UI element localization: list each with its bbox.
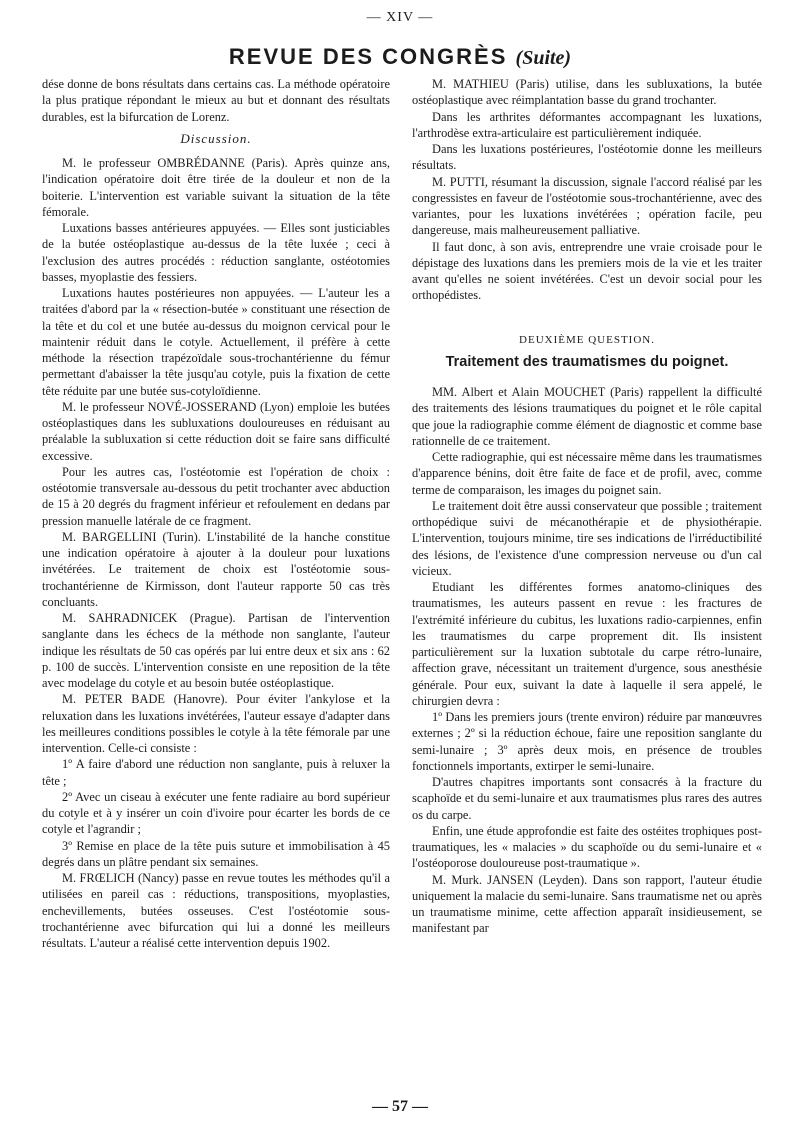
- paragraph: M. PETER BADE (Hanovre). Pour éviter l'ankylose et la reluxation dans les luxations invétérées, l'auteur essaye d'adapter dans les meilleures conditions possibles le cotyle à la tête fémorale par une intervention. Celle-ci consiste :: [42, 692, 390, 755]
- paragraph: Dans les luxations postérieures, l'ostéotomie donne les meilleurs résultats.: [412, 142, 762, 173]
- right-column: [412, 76, 762, 937]
- paragraph: M. SAHRADNICEK (Prague). Partisan de l'intervention sanglante dans les échecs de la méthode non sanglante, l'auteur indique les résultats de 50 cas opérés par lui entre deux et six ans : 62 p. 100 de succès. L'intervention consiste en une reposition de la tête avec modelage du cotyle et au besoin butée ostéoplastique.: [42, 611, 390, 690]
- paragraph: MM. Albert et Alain MOUCHET (Paris) rappellent la difficulté des traitements des lésions traumatiques du poignet et le rôle capital que joue la radiographie comme élément de diagnostic et comme base rationnelle de ce traitement.: [412, 385, 762, 448]
- paragraph: Etudiant les différentes formes anatomo-cliniques des traumatismes, les auteurs passent en revue : les fractures de l'extrémité inférieure du cubitus, les luxations radio-carpiennes, enfin les traumatismes du carpe proprement dit. Ils insistent particulièrement sur la luxation subtotale du carpe rétro-lunaire, affection grave, nécessitant un traitement d'urgence, sous anesthésie générale. Pour eux, suivant la date à laquelle il sera appelé, le chirurgien devra :: [412, 580, 762, 708]
- paragraph: Luxations basses antérieures appuyées. — Elles sont justiciables de la butée ostéoplastique au-dessus de la tête luxée ; ceci à l'exclusion des autres procédés : réduction sanglante, ostéotomies basses, myoplastie des fessiers.: [42, 221, 390, 284]
- page-title-text: REVUE DES CONGRÈS: [228, 44, 508, 69]
- paragraph: 1º A faire d'abord une réduction non sanglante, puis à reluxer la tête ;: [42, 757, 390, 788]
- section-spacer: [412, 304, 762, 318]
- paragraph: M. BARGELLINI (Turin). L'instabilité de la hanche constitue une indication opératoire à ajouter à la douleur pour luxations invétérées. Le traitement de choix est l'ostéotomie sous-trochantérienne de Kirmisson, dont l'auteur rapporte 50 cas très concluants.: [42, 529, 390, 609]
- paragraph: M. Murk. JANSEN (Leyden). Dans son rapport, l'auteur étudie uniquement la malacie du semi-lunaire. Sans traumatisme net ou après un traumatisme minime, cette affection apparaît insidieusement, se manifestant par: [412, 872, 762, 936]
- paragraph: Cette radiographie, qui est nécessaire même dans les traumatismes d'apparence bénins, doit être faite de face et de profil, avec, comme terme de comparaison, les images du poignet sain.: [412, 450, 762, 497]
- discussion-heading: Discussion.: [180, 130, 252, 146]
- page-title: [0, 46, 800, 68]
- paragraph: Pour les autres cas, l'ostéotomie est l'opération de choix : ostéotomie transversale au-dessous du petit trochanter avec abduction de 15 à 20 degrés du fragment inférieur et refoulement en dedans par pression manuelle latérale de ce fragment.: [42, 464, 390, 528]
- paragraph: D'autres chapitres importants sont consacrés à la fracture du scaphoïde et du semi-lunaire et aux traumatismes plus rares des autres os du carpe.: [412, 775, 762, 822]
- paragraph: 2º Avec un ciseau à exécuter une fente radiaire au bord supérieur du cotyle et à y insérer un coin d'ivoire pour écarter les bords de ce cotyle et l'agrandir ;: [42, 789, 390, 837]
- section-title: Traitement des traumatismes du poignet.: [445, 353, 729, 370]
- paragraph: M. PUTTI, résumant la discussion, signale l'accord réalisé par les congressistes en faveur de l'ostéotomie sous-trochantérienne, avec des variantes, pour les luxations invétérées ; opération facile, peu dangereuse, mais malheureusement palliative.: [412, 174, 762, 238]
- paragraph: M. MATHIEU (Paris) utilise, dans les subluxations, la butée ostéoplastique avec réimplantation basse du grand trochanter.: [412, 77, 762, 108]
- paragraph: M. FRŒLICH (Nancy) passe en revue toutes les méthodes qu'il a utilisées en pareil cas : réductions, transpositions, myoplasties, enchevillements, butées osseuses. C'est l'ostéotomie sous-trochantérienne avec bifurcation qui lui a donné les meilleurs résultats. L'auteur a réalisé cette intervention depuis 1902.: [42, 871, 390, 950]
- question-heading: DEUXIÈME QUESTION.: [519, 333, 655, 346]
- paragraph: Luxations hautes postérieures non appuyées. — L'auteur les a traitées d'abord par la « résection-butée » constituant une résection de la tête et du col et une butée au-dessus du moignon cervical pour le maintenir réduit dans le cotyle. Actuellement, il préfère à cette méthode la résection trapézoïdale sous-trochantérienne du fémur permettant d'abaisser la tête jusqu'au cotyle, puis la fixation de cette tête réduite par une butée sus-cotyloïdienne.: [42, 286, 390, 398]
- page-title-suite: (Suite): [515, 47, 572, 69]
- paragraph: dése donne de bons résultats dans certains cas. La méthode opératoire la plus pratique répondant le mieux au but et donnant des résultats durables, est la bifurcation de Lorenz.: [42, 77, 390, 124]
- left-column: [42, 76, 390, 951]
- paragraph: M. le professeur OMBRÉDANNE (Paris). Après quinze ans, l'indication opératoire doit être tirée de la douleur et non de la boiterie. L'intervention est variable suivant la situation de la tête fémorale.: [42, 156, 390, 219]
- paragraph: Le traitement doit être aussi conservateur que possible ; traitement orthopédique suivi de mécanothérapie et de physiothérapie. L'intervention, toujours minime, tire ses indications de l'irréductibilité des lésions, de l'existence d'une compression nerveuse ou d'un cal vicieux.: [412, 498, 762, 578]
- paragraph: Dans les arthrites déformantes accompagnant les luxations, l'arthrodèse extra-articulaire est particulièrement indiquée.: [412, 109, 762, 140]
- page-roman-numeral: — XIV —: [366, 10, 434, 25]
- paragraph: Enfin, une étude approfondie est faite des ostéites trophiques post-traumatiques, les « malacies » du scaphoïde ou du semi-lunaire et « l'ostéoporose douloureuse post-traumatique ».: [412, 823, 762, 871]
- page-number: — 57 —: [372, 1098, 428, 1115]
- paragraph: M. le professeur NOVÉ-JOSSERAND (Lyon) emploie les butées ostéoplastiques dans les subluxations douloureuses en réduisant au préalable la subluxation si cette réduction doit se faire sans difficulté excessive.: [42, 399, 390, 463]
- paragraph: Il faut donc, à son avis, entreprendre une vraie croisade pour le dépistage des luxations dans les premiers mois de la vie et les traiter avant qu'elles ne soient invétérées. C'est un devoir social pour les orthopédistes.: [412, 239, 762, 303]
- paragraph: 1º Dans les premiers jours (trente environ) réduire par manœuvres externes ; 2º si la réduction échoue, faire une reposition sanglante du semi-lunaire ; 3º après deux mois, en présence de troubles fonctionnels importants, extirper le semi-lunaire.: [412, 710, 762, 773]
- paragraph: 3º Remise en place de la tête puis suture et immobilisation à 45 degrés dans un plâtre pendant six semaines.: [42, 838, 390, 869]
